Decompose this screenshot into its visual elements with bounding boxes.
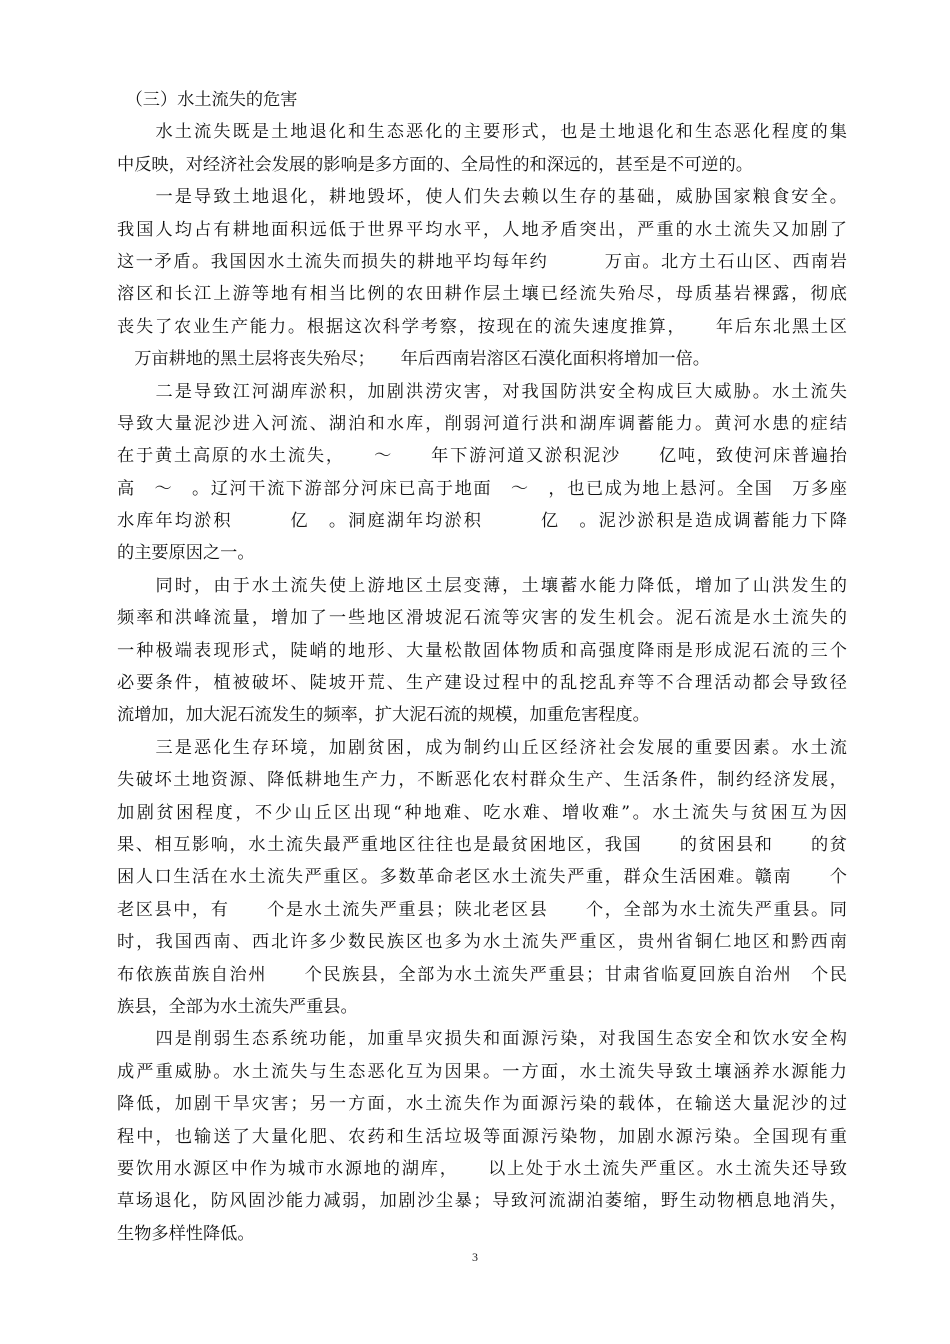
text-line: 困人口生活在水土流失严重区。多数革命老区水土流失严重，群众生活困难。赣南 个: [117, 867, 847, 888]
text-line: 果、相互影响，水土流失最严重地区往往也是最贫困地区，我国 的贫困县和 的贫: [117, 834, 847, 855]
section-heading: （三）水土流失的危害: [117, 90, 298, 110]
document-body: [117, 84, 847, 1250]
text-line: 导致大量泥沙进入河流、湖泊和水库，削弱河道行洪和湖库调蓄能力。黄河水患的症结: [117, 413, 847, 434]
text-line: 四是削弱生态系统功能，加重旱灾损失和面源污染，对我国生态安全和饮水安全构: [117, 1029, 847, 1050]
page-number: 3: [472, 1250, 478, 1264]
text-line: 必要条件，植被破坏、陡坡开荒、生产建设过程中的乱挖乱弃等不合理活动都会导致径: [117, 673, 847, 694]
text-line: 老区县中，有 个是水土流失严重县；陕北老区县 个，全部为水土流失严重县。同: [117, 899, 847, 920]
text-line: 程中，也输送了大量化肥、农药和生活垃圾等面源污染物，加剧水源污染。全国现有重: [117, 1126, 847, 1147]
text-line: 一种极端表现形式，陡峭的地形、大量松散固体物质和高强度降雨是形成泥石流的三个: [117, 640, 847, 661]
text-line: 同时，由于水土流失使上游地区土层变薄，土壤蓄水能力降低，增加了山洪发生的: [117, 575, 847, 596]
text-line: 二是导致江河湖库淤积，加剧洪涝灾害，对我国防洪安全构成巨大威胁。水土流失: [117, 381, 847, 402]
text-line: 流增加，加大泥石流发生的频率，扩大泥石流的规模，加重危害程度。: [117, 705, 650, 726]
text-line: 时，我国西南、西北许多少数民族区也多为水土流失严重区，贵州省铜仁地区和黔西南: [117, 932, 847, 953]
text-line: 族县，全部为水土流失严重县。: [117, 996, 358, 1017]
text-line: 在于黄土高原的水土流失， ～ 年下游河道又淤积泥沙 亿吨，致使河床普遍抬: [117, 446, 847, 467]
text-line: 万亩耕地的黑土层将丧失殆尽； 年后西南岩溶区石漠化面积将增加一倍。: [117, 349, 710, 370]
text-line: 中反映，对经济社会发展的影响是多方面的、全局性的和深远的，甚至是不可逆的。: [117, 154, 753, 175]
text-line: 加剧贫困程度，不少山丘区出现“种地难、吃水难、增收难”。水土流失与贫困互为因: [117, 802, 847, 823]
text-line: 水土流失既是土地退化和生态恶化的主要形式，也是土地退化和生态恶化程度的集: [117, 122, 847, 143]
text-line: 失破坏土地资源、降低耕地生产力，不断恶化农村群众生产、生活条件，制约经济发展，: [117, 770, 847, 791]
text-line: 溶区和长江上游等地有相当比例的农田耕作层土壤已经流失殆尽，母质基岩裸露，彻底: [117, 284, 847, 305]
text-line: 的主要原因之一。: [117, 543, 255, 564]
text-line: 生物多样性降低。: [117, 1223, 255, 1244]
text-line: 三是恶化生存环境，加剧贫困，成为制约山丘区经济社会发展的重要因素。水土流: [117, 737, 847, 758]
text-line: 高 ～ 。辽河干流下游部分河床已高于地面 ～ ，也已成为地上悬河。全国 万多座: [117, 478, 847, 499]
text-line: 丧失了农业生产能力。根据这次科学考察，按现在的流失速度推算， 年后东北黑土区: [117, 316, 847, 337]
text-line: 要饮用水源区中作为城市水源地的湖库， 以上处于水土流失严重区。水土流失还导致: [117, 1158, 847, 1179]
text-line: 布依族苗族自治州 个民族县，全部为水土流失严重县；甘肃省临夏回族自治州 个民: [117, 964, 847, 985]
text-line: 水库年均淤积 亿 。洞庭湖年均淤积 亿 。泥沙淤积是造成调蓄能力下降: [117, 511, 847, 532]
text-line: 一是导致土地退化，耕地毁坏，使人们失去赖以生存的基础，威胁国家粮食安全。: [117, 187, 847, 208]
text-line: 草场退化，防风固沙能力减弱，加剧沙尘暴；导致河流湖泊萎缩，野生动物栖息地消失，: [117, 1191, 847, 1212]
text-line: 我国人均占有耕地面积远低于世界平均水平，人地矛盾突出，严重的水土流失又加剧了: [117, 219, 847, 240]
text-line: 成严重威胁。水土流失与生态恶化互为因果。一方面，水土流失导致土壤涵养水源能力: [117, 1061, 847, 1082]
text-line: 降低，加剧干旱灾害；另一方面，水土流失作为面源污染的载体，在输送大量泥沙的过: [117, 1094, 847, 1115]
text-line: 这一矛盾。我国因水土流失而损失的耕地平均每年约 万亩。北方土石山区、西南岩: [117, 251, 847, 272]
text-line: 频率和洪峰流量，增加了一些地区滑坡泥石流等灾害的发生机会。泥石流是水土流失的: [117, 608, 847, 629]
